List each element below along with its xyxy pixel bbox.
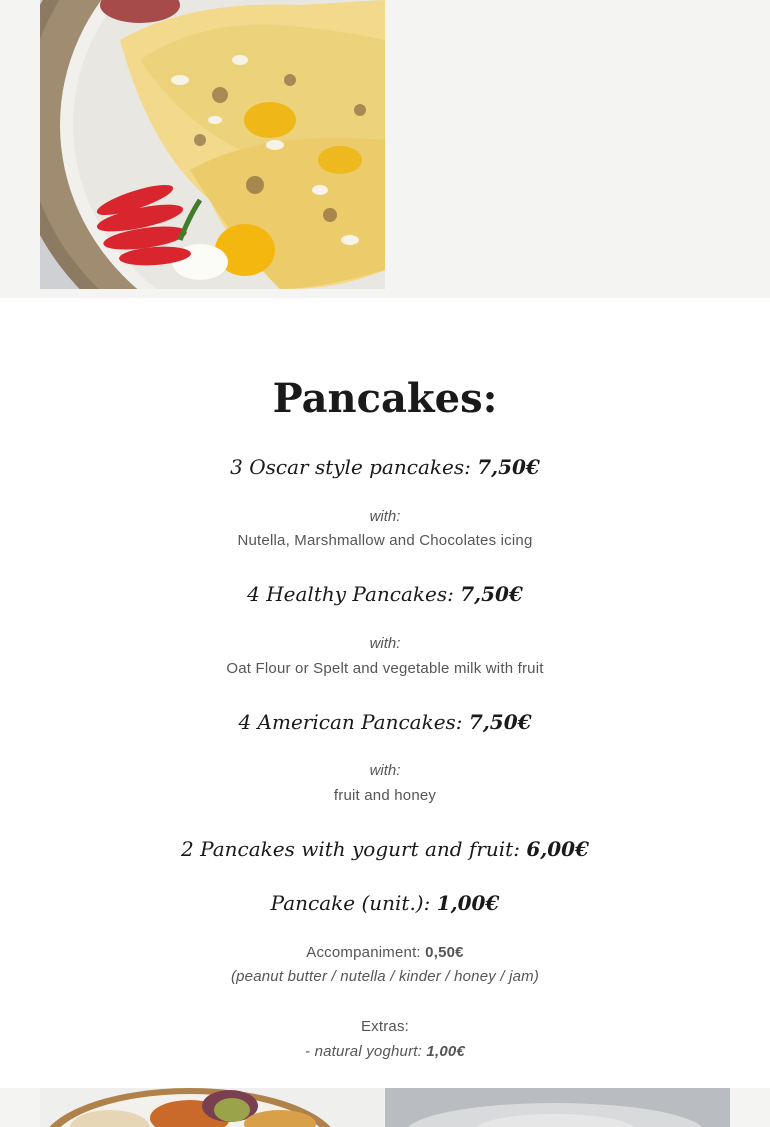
item-description: Nutella, Marshmallow and Chocolates icing: [237, 532, 533, 549]
item-price: 6,00€: [526, 837, 589, 861]
with-label: with:: [369, 635, 401, 652]
with-label: with:: [369, 762, 401, 779]
crepes-plate-photo: [40, 0, 385, 289]
item-price: 7,50€: [468, 710, 532, 734]
with-label: with:: [369, 508, 401, 525]
accompaniment-price: 0,50€: [425, 944, 464, 961]
menu-item-oscar: [0, 452, 770, 482]
item-price: 7,50€: [477, 455, 540, 479]
extras-item-name: - natural yoghurt:: [305, 1043, 427, 1060]
menu-item-yogurt-fruit: [0, 834, 770, 864]
item-name: 3 Oscar style pancakes:: [230, 455, 478, 479]
item-name: 2 Pancakes with yogurt and fruit:: [181, 837, 527, 861]
menu-item-healthy: [0, 579, 770, 609]
item-description: fruit and honey: [333, 787, 437, 804]
pancakes-menu-section: [0, 298, 770, 1088]
pancakes-fruit-photo: [40, 1088, 385, 1127]
item-price: 7,50€: [460, 582, 523, 606]
item-price: 1,00€: [436, 891, 500, 915]
menu-item-american: [0, 707, 770, 737]
accompaniment-label: Accompaniment:: [306, 944, 426, 961]
extras-label: Extras:: [360, 1018, 410, 1035]
item-name: 4 Healthy Pancakes:: [247, 582, 461, 606]
item-description: Oat Flour or Spelt and vegetable milk with fruit: [226, 660, 544, 677]
item-name: 4 American Pancakes:: [238, 710, 469, 734]
section-title: Pancakes:: [272, 375, 498, 422]
accompaniment-line: [0, 942, 770, 964]
accompaniment-options: (peanut butter / nutella / kinder / honey / jam): [230, 968, 540, 985]
item-name: Pancake (unit.):: [270, 891, 437, 915]
extras-item-price: 1,00€: [426, 1043, 465, 1060]
blurred-photo: [385, 1088, 730, 1127]
extras-item: [0, 1041, 770, 1063]
menu-item-single-pancake: [0, 888, 770, 918]
